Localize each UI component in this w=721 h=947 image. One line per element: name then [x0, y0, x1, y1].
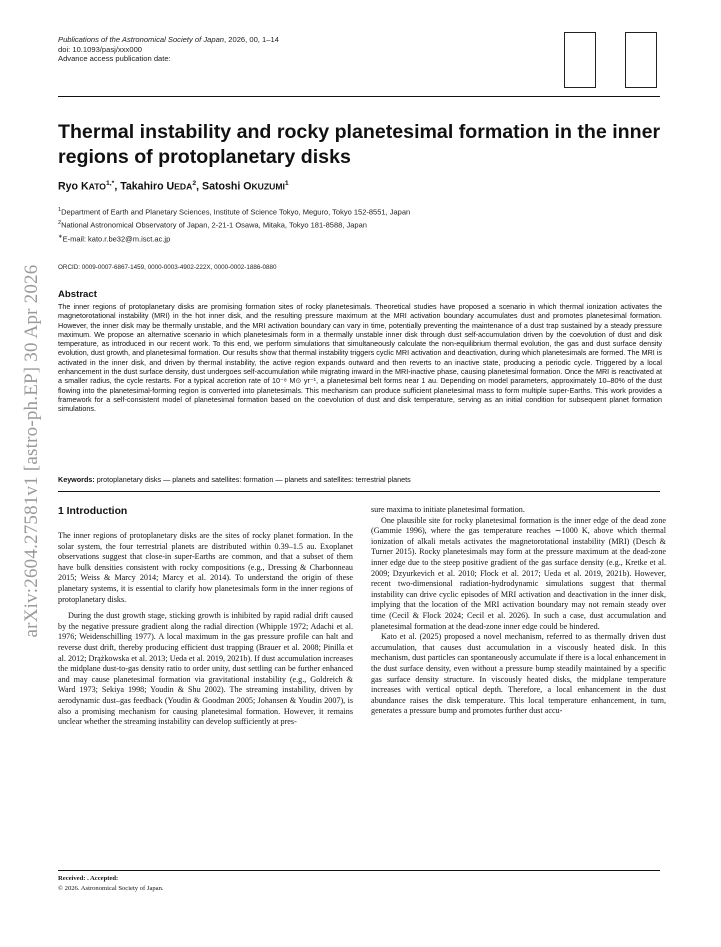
paragraph: The inner regions of protoplanetary disks are the sites of rocky planet formation. In the solar system, the four terrestrial planets are distributed within 0.39–1.5 au. Exoplanet observations suggest that close-in super-Earths are common, and that a subset of them have bulk densities consistent with rocky compositions (e.g., Dressing & Charbonneau 2015; Weiss & Marcy 2014; Marcy et al. 2014). To understand the origin of these planetary systems, it is essential to clarify how planetesimals form in the inner regions of protoplanetary disks.: [58, 531, 353, 604]
left-column: [58, 531, 353, 728]
copyright-line: © 2026. Astronomical Society of Japan.: [58, 885, 164, 892]
affiliations: [58, 205, 410, 245]
journal-logo-box-2: [625, 32, 657, 88]
paragraph: sure maxima to initiate planetesimal formation.: [371, 505, 525, 514]
keywords-label: Keywords:: [58, 475, 95, 484]
affil-mark: 1: [58, 207, 62, 213]
affiliation-1: Department of Earth and Planetary Sciences, Institute of Science Tokyo, Meguro, Tokyo 152-8551, Japan: [61, 207, 411, 217]
author-surname-initial: U: [166, 180, 175, 193]
paper-title: Thermal instability and rocky planetesimal formation in the inner regions of protoplanetary disks: [58, 121, 661, 168]
abstract-rule: [58, 491, 660, 492]
author-surname: EDA: [174, 181, 193, 192]
affil-mark: 2: [58, 219, 62, 226]
orcid-line: ORCID: 0009-0007-6867-1459, 0000-0003-4902-222X, 0000-0002-1886-0880: [58, 264, 277, 271]
abstract-heading: Abstract: [58, 289, 97, 300]
keywords-line: [58, 475, 662, 484]
affiliation-2: National Astronomical Observatory of Japan, 2-21-1 Osawa, Mitaka, Tokyo 181-8588, Japan: [61, 220, 367, 229]
paragraph: One plausible site for rocky planetesimal formation is the inner edge of the dead zone (Gammie 1996), where the gas temperature reaches ∼1000 K, above which thermal ionization of alkali metals activates the magnetorotational instability (MRI) (Desch & Turner 2015). Rocky planetesimals may form at the pressure maximum at the dead-zone inner edge due to the steep positive gradient of the gas surface density (e.g., Kretke et al. 2009; Dzyurkevich et al. 2010; Flock et al. 2017; Ueda et al. 2019, 2021b). However, recent two-dimensional radiation-hydrodynamic simulations suggest that thermal instability can drive cyclic episodes of MRI activation and deactivation in the inner disk, implying that the location of the MRI activation boundary may not remain steady over time (Cecil & Flock 2024; Cecil et al. 2026). In such a case, dust accumulation and planetesimal formation at the dead-zone inner edge could be hindered.: [371, 515, 666, 631]
journal-logo-box-1: [564, 32, 596, 88]
author-separator: ,: [114, 180, 121, 193]
abstract-text: The inner regions of protoplanetary disks are promising formation sites of rocky planetesimals. Theoretical studies have proposed a scenario in which thermal ionization activates the magnetorotational instability (MRI) in the hot inner disk, and the resulting pressure maximum at the MRI activation boundary accumulates dust and promotes planetesimal formation. However, the inner disk may be thermally unstable, and the MRI activation boundary can vary in time, potentially preventing the maintenance of a dust trap sustained by a steady pressure maximum. We propose an alternative scenario in which planetesimals form in a thermally unstable inner disk through dust self-accumulation driven by the coevolution of dust and disk temperature, as introduced in our recent work. To this end, we perform simulations that simultaneously calculate the non-equilibrium thermal evolution, the gas and dust surface density evolution, dust growth, and planetesimal formation. Our results show that thermal instability triggers cyclic MRI activation and deactivation, during which planetesimals are formed. The MRI is activated in the inner disk, and driven by thermal instability, the active region expands outward and then reverts to an inactive state, producing a periodic cycle. Triggered by a local enhancement in the dust surface density, dust undergoes self-accumulation while migrating inward in the MRI-inactive phase, causing planetesimal formation. Once the MRI is reactivated at a smaller radius, the cycle restarts. For a typical accretion rate of 10⁻⁸ M⊙ yr⁻¹, a planetesimal belt forms near 1 au. Depending on model parameters, approximately 10–80% of the dust flowing into the planetesimal-forming region is converted into planetesimals. This mechanism can produce sufficient planetesimal mass to form multiple super-Earths. This work provides a framework for a self-consistent model of planetesimal formation based on the coevolution of dust and disk temperature, serving as an initial condition for subsequent planet formation simulations.: [58, 302, 662, 414]
footer: [58, 874, 164, 894]
author-affil-mark: 1: [284, 180, 289, 187]
author-surname-initial: O: [243, 180, 252, 193]
author-first-name: Takahiro: [120, 180, 167, 193]
keywords-text: protoplanetary disks — planets and satellites: formation — planets and satellites: terrestrial planets: [96, 475, 411, 484]
corresponding-email: E-mail: kato.r.be32@m.isct.ac.jp: [62, 234, 171, 244]
header-rule: [58, 96, 660, 97]
right-column: [371, 505, 666, 717]
author-separator: ,: [196, 180, 202, 193]
author-surname: KUZUMI: [251, 181, 285, 192]
arxiv-sidebar-stamp: [14, 229, 50, 673]
journal-header: [58, 35, 279, 64]
paragraph: Kato et al. (2025) proposed a novel mechanism, referred to as thermally driven dust accumulation, that causes dust accumulation in a viscously heated disk. In this mechanism, dust particles can spontaneously accumulate if there is a local enhancement in the dust surface density, even without a pressure bump steadily maintained by a specific gas surface density structure. In viscously heated disks, the midplane temperature increases with vertical optical depth. Therefore, a local enhancement in the dust abundance raises the disk temperature. This local temperature enhancement, in turn, generates a pressure bump and promotes further dust accu-: [371, 632, 666, 716]
author-affil-mark: 2: [192, 180, 197, 187]
author-first-name: Ryo: [58, 180, 81, 193]
author-affil-mark: 1,*: [105, 180, 115, 187]
received-line: Received: . Accepted:: [58, 875, 119, 882]
arxiv-identifier: arXiv:2604.27581v1 [astro-ph.EP] 30 Apr 2026: [21, 264, 42, 638]
author-list: [58, 180, 289, 193]
affil-mark: ∗: [58, 234, 63, 240]
section-heading: 1 Introduction: [58, 506, 128, 517]
author-surname: ATO: [88, 181, 106, 192]
doi-line: doi: 10.1093/pasj/xxx000: [58, 44, 143, 54]
footer-rule: [58, 870, 660, 871]
advance-access-line: Advance access publication date:: [58, 54, 171, 64]
journal-name: Publications of the Astronomical Society of Japan: [58, 35, 225, 44]
paragraph: During the dust growth stage, sticking growth is inhibited by rapid radial drift caused by the negative pressure gradient along the radial direction (Whipple 1972; Adachi et al. 1976; Weidenschilling 1977). A local maximum in the gas pressure profile can halt and reverse dust drift, thereby producing efficient dust trapping (Brauer et al. 2008; Pinilla et al. 2012; Drążkowska et al. 2013; Ueda et al. 2019, 2021b). If dust accumulation increases the midplane dust-to-gas density ratio to order unity, dust settling can be further enhanced and may cause planetesimal formation via gravitational instability (e.g., Goldreich & Ward 1973; Sekiya 1998; Youdin & Shu 2002). The streaming instability, driven by aerodynamic dust–gas feedback (Youdin & Goodman 2005; Johansen & Youdin 2007), is also a promising mechanism for causing planetesimal formation. However, it remains unclear whether the streaming instability can develop sufficiently at pres-: [58, 611, 353, 727]
author-first-name: Satoshi: [202, 180, 244, 193]
journal-volume: , 2026, 00, 1–14: [224, 35, 279, 44]
author-surname-initial: K: [80, 180, 89, 193]
